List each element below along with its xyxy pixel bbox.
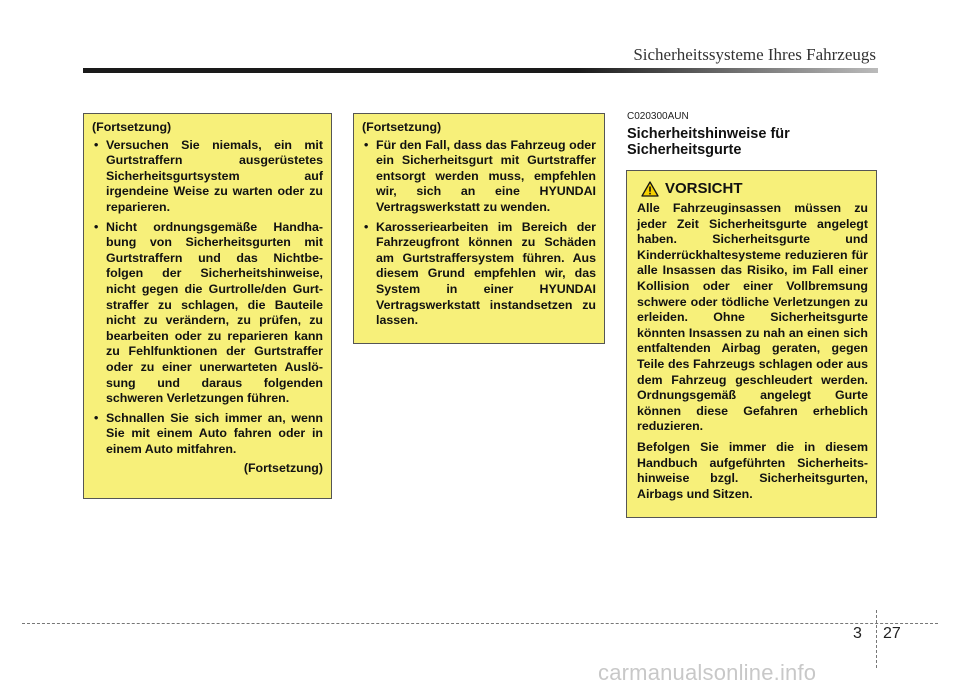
warning-triangle-icon xyxy=(641,181,659,197)
caution-header xyxy=(637,181,868,197)
caution-paragraph: Befolgen Sie immer die in diesem Handbuch aufgeführten Sicherheits-hinweise bzgl. Sicherheitsgurten, Airbags und Sitzen. xyxy=(637,439,868,501)
caution-label: VORSICHT xyxy=(665,180,743,198)
continued-label-top: (Fortsetzung) xyxy=(362,120,442,134)
warning-list xyxy=(362,138,596,329)
watermark: carmanualsonline.info xyxy=(598,660,817,685)
continued-label-bottom: (Fortsetzung) xyxy=(243,461,323,476)
caution-paragraph: Alle Fahrzeuginsassen müssen zu jeder Zeit Sicherheitsgurte angelegt haben. Sicherheitsgurte und Kinderrückhaltesysteme reduzieren für alle Insassen das Risiko, im Fall einer Kollision oder einer Vollbremsung schwere oder tödliche Verletzungen zu erleiden. Ohne Sicherheitsgurte könnten Insassen zu nah an einen sich entfaltenden Airbag geraten, gegen Teile des Fahrzeugs schlagen oder aus dem Fahrzeug geschleudert werden. Ordnungsgemäß angelegt Gurte können diese Gefahren erheblich reduzieren. xyxy=(637,201,868,434)
warning-list xyxy=(92,138,323,458)
caution-box xyxy=(626,170,877,518)
list-item: • Karosseriearbeiten im Bereich der Fahrzeugfront können zu Schäden am Gurtstraffersystem führen. Aus diesem Grund empfehlen wir, das System in einer HYUNDAI Vertragswerkstatt instandsetzen zu lassen. xyxy=(362,220,596,329)
footer-rule xyxy=(22,623,938,624)
page-number: 27 xyxy=(883,625,901,642)
warning-box-continued-middle xyxy=(353,113,605,344)
page-header-title: Sicherheitssysteme Ihres Fahrzeugs xyxy=(633,45,876,64)
footer-divider xyxy=(876,610,877,668)
continued-label-top: (Fortsetzung) xyxy=(92,120,172,134)
list-item: • Schnallen Sie sich immer an, wenn Sie mit einem Auto fahren oder in einem Auto mitfahren. xyxy=(92,411,323,458)
chapter-number: 3 xyxy=(853,625,862,642)
section-code: C020300AUN xyxy=(627,111,689,122)
list-item: • Versuchen Sie niemals, ein mit Gurtstraffern ausgerüstetes Sicherheitsgurtsystem auf irgendeine Weise zu warten oder zu reparieren. xyxy=(92,138,323,216)
list-item: • Für den Fall, dass das Fahrzeug oder ein Sicherheitsgurt mit Gurtstraffer entsorgt werden muss, empfehlen wir, sich an eine HYUNDAI Vertragswerkstatt zu wenden. xyxy=(362,138,596,216)
list-item: • Nicht ordnungsgemäße Handha-bung von Sicherheitsgurten mit Gurtstraffern und das Nichtbe-folgen der Sicherheitshinweise, nicht gegen die Gurtrolle/den Gurt-straffer zu schlagen, die Bauteile nicht zu verändern, zu prüfen, zu bearbeiten oder zu reparieren kann zu Fehlfunktionen der Gurtstraffer oder zu einer unerwarteten Auslö-sung und daraus folgenden schweren Verletzungen führen. xyxy=(92,220,323,407)
warning-box-continued-left xyxy=(83,113,332,499)
section-title: Sicherheitshinweise für Sicherheitsgurte xyxy=(627,126,790,158)
header-rule xyxy=(83,68,878,73)
